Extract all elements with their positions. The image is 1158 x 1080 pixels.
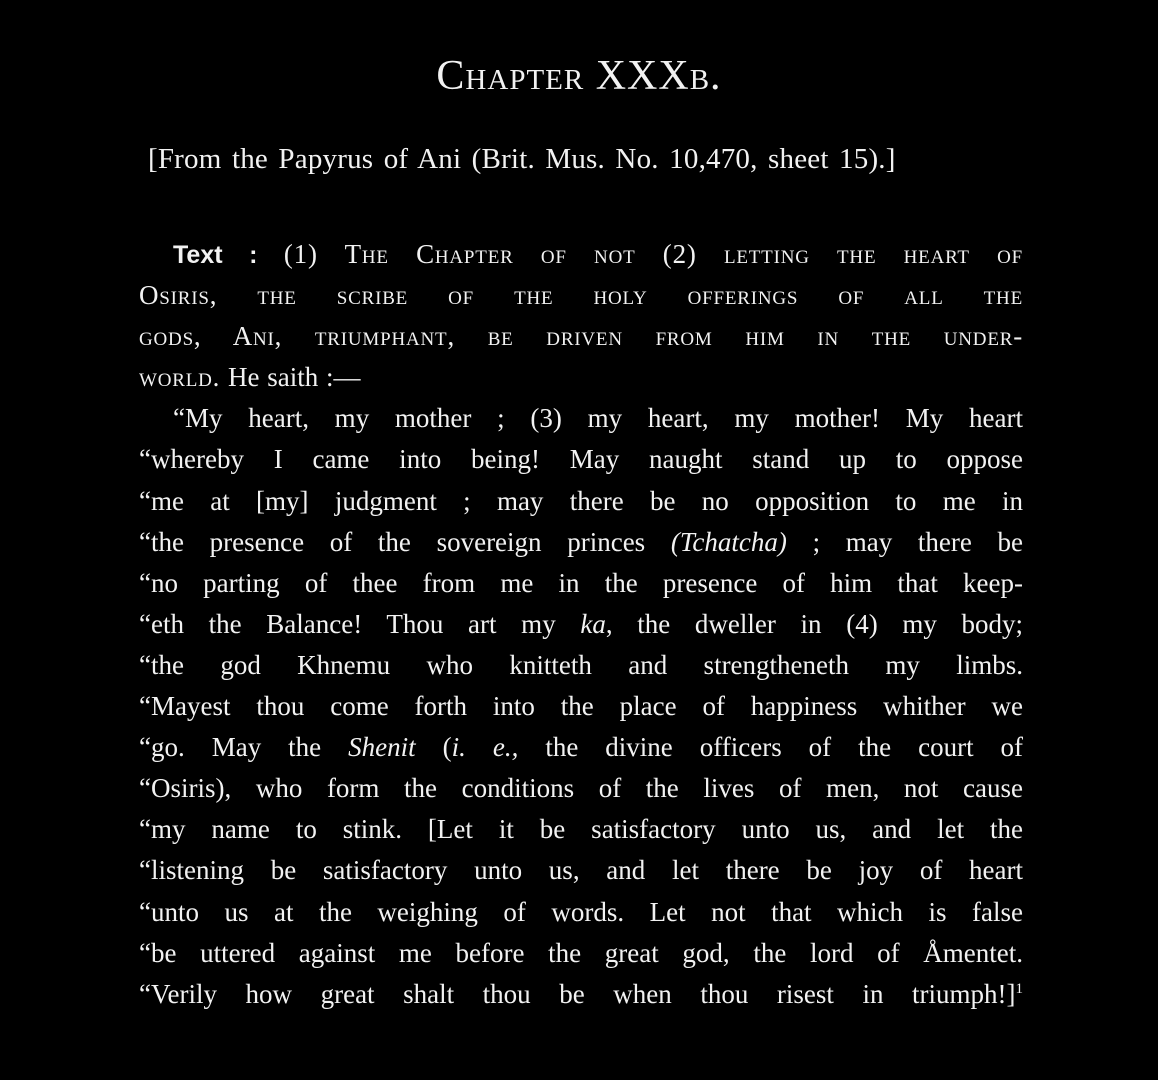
text-fragment: “Verily how great shalt thou be when thou risest in triumph!] (139, 978, 1016, 1009)
text-line (139, 604, 1023, 645)
text-fragment: ; may there be (812, 526, 1024, 557)
text-label: Text (173, 241, 223, 269)
source-citation: [From the Papyrus of Ani (Brit. Mus. No. 10,470, sheet 15).] (148, 143, 896, 175)
text-line: “Osiris), who form the conditions of the lives of men, not cause (139, 773, 1023, 804)
text-heading-line-3: gods, Ani, triumphant, be driven from him in the under- (139, 321, 1023, 352)
chapter-text (139, 234, 1023, 1015)
text-line: “Mayest thou come forth into the place of happiness whither we (139, 691, 1023, 722)
text-fragment: “the presence of the sovereign princes (139, 526, 646, 557)
text-line: “unto us at the weighing of words. Let not that which is false (139, 896, 1023, 927)
heading-fragment: world. (139, 362, 221, 393)
text-line: “listening be satisfactory unto us, and let there be joy of heart (139, 855, 1023, 886)
text-line: “my name to stink. [Let it be satisfactory unto us, and let the (139, 814, 1023, 845)
text-fragment: the divine officers of the court of (545, 732, 1024, 763)
text-line-final (139, 974, 1023, 1015)
text-fragment: “eth the Balance! Thou art my (139, 608, 556, 639)
text-line: “be uttered against me before the great god, the lord of Åmentet. (139, 937, 1023, 968)
text-heading-line-4 (139, 357, 1023, 398)
heading-fragment: (1) The Chapter of not (2) letting the heart of (283, 239, 1024, 269)
he-saith: He saith :— (227, 362, 361, 393)
text-line: “the god Khnemu who knitteth and strengtheneth my limbs. (139, 649, 1023, 680)
text-fragment: “go. May the (139, 732, 322, 763)
text-line: “whereby I came into being! May naught stand up to oppose (139, 444, 1023, 475)
text-fragment: ( (442, 732, 452, 763)
italic-term: i. e., (451, 732, 519, 763)
italic-term: (Tchatcha) (670, 526, 787, 557)
text-fragment: , the dweller in (4) my body; (605, 608, 1024, 639)
text-line: “no parting of thee from me in the presence of him that keep- (139, 567, 1023, 598)
chapter-title: Chapter XXXb. (436, 53, 722, 99)
text-line: “me at [my] judgment ; may there be no opposition to me in (139, 485, 1023, 516)
text-label-separator: : (249, 241, 258, 269)
text-heading-line-2: Osiris, the scribe of the holy offerings of all the (139, 280, 1023, 311)
footnote-mark: 1 (1015, 980, 1023, 997)
italic-term: Shenit (348, 732, 416, 763)
text-line: “My heart, my mother ; (3) my heart, my mother! My heart (173, 403, 1023, 434)
italic-term: ka (580, 608, 606, 639)
text-line (139, 522, 1023, 563)
text-line (139, 727, 1023, 768)
text-heading-line-1 (139, 234, 1023, 275)
